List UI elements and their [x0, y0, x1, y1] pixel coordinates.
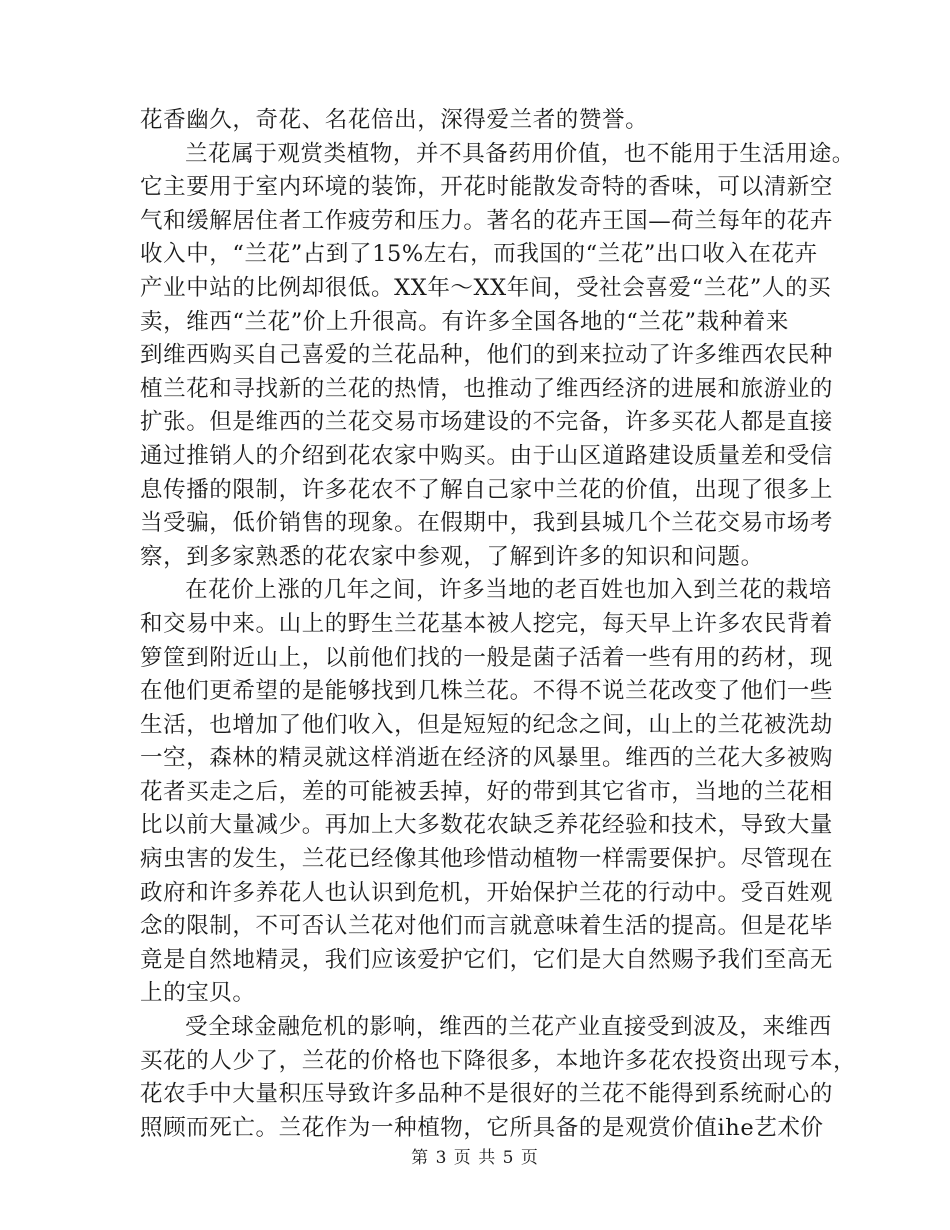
text-line: 它主要用于室内环境的装饰，开花时能散发奇特的香味，可以清新空 [140, 174, 834, 201]
text-line: 念的限制，不可否认兰花对他们而言就意味着生活的提高。但是花毕 [140, 913, 834, 940]
text-line: 买花的人少了，兰花的价格也下降很多，本地许多花农投资出现亏本， [140, 1047, 857, 1074]
text-line: 花者买走之后，差的可能被丢掉，好的带到其它省市，当地的兰花相 [140, 778, 834, 805]
text-line: 息传播的限制，许多花农不了解自己家中兰花的价值，出现了很多上 [140, 476, 834, 503]
text-line: 比以前大量减少。再加上大多数花农缺乏养花经验和技术，导致大量 [140, 812, 834, 839]
text-line: 箩筐到附近山上，以前他们找的一般是菌子活着一些有用的药材，现 [140, 644, 834, 671]
text-line: 气和缓解居住者工作疲劳和压力。著名的花卉王国—荷兰每年的花卉 [140, 207, 834, 234]
text-line: 到维西购买自己喜爱的兰花品种，他们的到来拉动了许多维西农民种 [140, 342, 834, 369]
text-line: 兰花属于观赏类植物，并不具备药用价值，也不能用于生活用途。 [185, 140, 855, 167]
text-line: 卖，维西“兰花”价上升很高。有许多全国各地的“兰花”栽种着来 [140, 308, 790, 335]
text-line: 产业中站的比例却很低。XX年～XX年间，受社会喜爱“兰花”人的买 [140, 274, 832, 301]
text-line: 上的宝贝。 [140, 980, 256, 1007]
text-line: 病虫害的发生，兰花已经像其他珍惜动植物一样需要保护。尽管现在 [140, 846, 834, 873]
text-line: 竟是自然地精灵，我们应该爱护它们，它们是大自然赐予我们至高无 [140, 946, 834, 973]
text-line: 照顾而死亡。兰花作为一种植物，它所具备的是观赏价值ihe艺术价 [140, 1114, 824, 1141]
text-line: 通过推销人的介绍到花农家中购买。由于山区道路建设质量差和受信 [140, 442, 834, 469]
text-line: 政府和许多养花人也认识到危机，开始保护兰花的行动中。受百姓观 [140, 879, 834, 906]
text-line: 察，到多家熟悉的花农家中参观，了解到许多的知识和问题。 [140, 543, 764, 570]
text-line: 受全球金融危机的影响，维西的兰花产业直接受到波及，来维西 [185, 1014, 832, 1041]
text-line: 和交易中来。山上的野生兰花基本被人挖完，每天早上许多农民背着 [140, 610, 834, 637]
text-line: 花香幽久，奇花、名花倍出，深得爱兰者的赞誉。 [140, 107, 649, 133]
text-line: 在他们更希望的是能够找到几株兰花。不得不说兰花改变了他们一些 [140, 678, 834, 705]
text-line: 收入中，“兰花”占到了15%左右，而我国的“兰花”出口收入在花卉 [140, 241, 818, 268]
text-line: 花农手中大量积压导致许多品种不是很好的兰花不能得到系统耐心的 [140, 1081, 834, 1108]
document-body [140, 104, 857, 1145]
text-line: 在花价上涨的几年之间，许多当地的老百姓也加入到兰花的栽培 [185, 577, 832, 604]
text-line: 植兰花和寻找新的兰花的热情，也推动了维西经济的进展和旅游业的 [140, 375, 834, 402]
text-line: 扩张。但是维西的兰花交易市场建设的不完备，许多买花人都是直接 [140, 409, 834, 436]
text-line: 当受骗，低价销售的现象。在假期中，我到县城几个兰花交易市场考 [140, 510, 834, 537]
text-line: 一空，森林的精灵就这样消逝在经济的风暴里。维西的兰花大多被购 [140, 745, 834, 772]
text-line: 生活，也增加了他们收入，但是短短的纪念之间，山上的兰花被洗劫 [140, 711, 834, 738]
page-footer: 第 3 页 共 5 页 [411, 1148, 539, 1168]
